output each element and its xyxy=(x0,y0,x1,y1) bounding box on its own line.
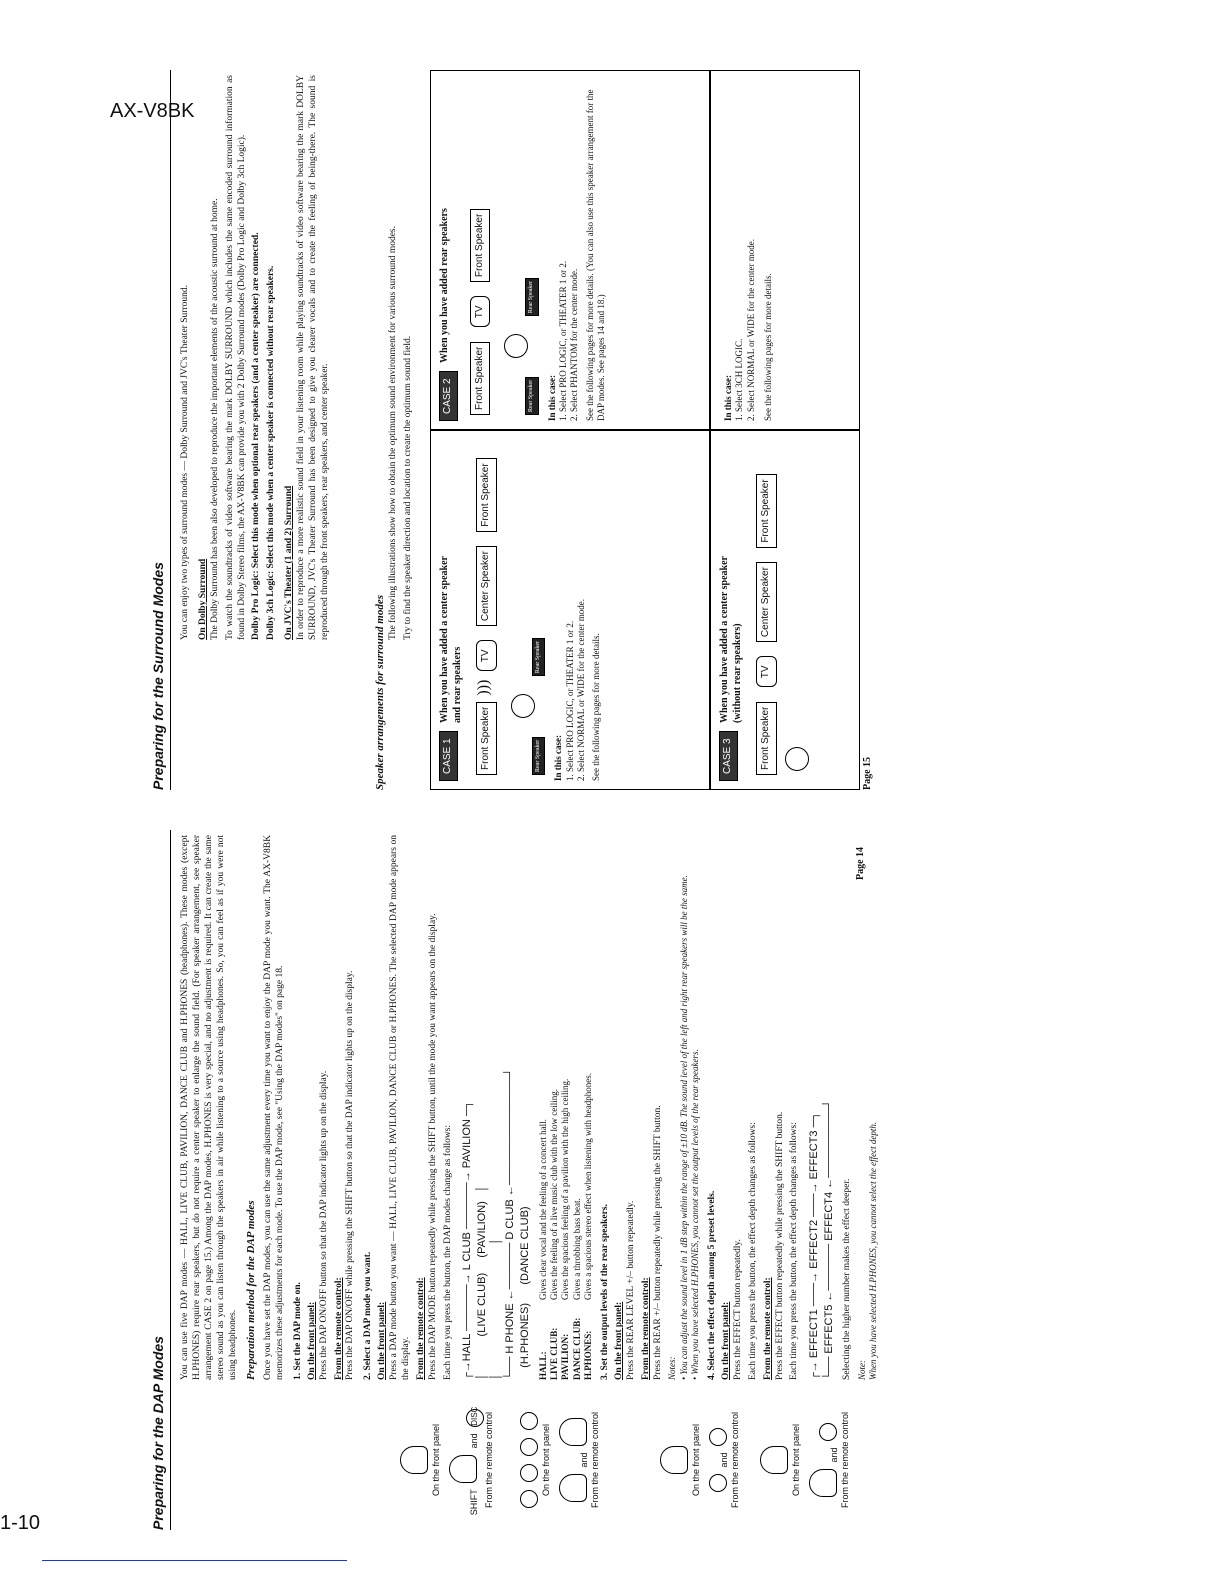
illus-remote-label: From the remote control xyxy=(589,1411,600,1509)
case-see: See the following pages for more details. (You can also use this speaker arrangement for the DAP modes. See pages 14 and 18.) xyxy=(584,89,606,421)
case-see: See the following pages for more details. xyxy=(591,633,602,781)
ch3-logic-text: Dolby 3ch Logic: Select this mode when a center speaker is connected without rear speakers. xyxy=(266,265,277,640)
page-number: 1-10 xyxy=(0,1512,41,1534)
hand-icon xyxy=(559,1474,587,1502)
hand-icon xyxy=(449,1455,477,1483)
illus-step3 xyxy=(660,1390,741,1530)
surround-intro: You can enjoy two types of surround modes — Dolby Surround and JVC's Theater Surround. xyxy=(180,285,190,640)
dap-text-column xyxy=(180,835,879,1380)
illus-step2 xyxy=(520,1390,601,1530)
case-tag: CASE 1 xyxy=(439,731,458,781)
rear-button-icon xyxy=(709,1428,727,1446)
illus-front-panel-label: On the front panel xyxy=(791,1423,802,1497)
front-speaker-icon: Front Speaker xyxy=(756,474,777,547)
step4-tail: Selecting the higher number makes the effect deeper. xyxy=(841,1178,852,1380)
step-2: 2. Select a DAP mode you want. xyxy=(363,1251,374,1380)
case-item: 2. Select PHANTOM for the center mode. xyxy=(569,268,580,421)
and-label: and xyxy=(468,1433,479,1449)
prep-text: Once you have set the DAP modes, you can use the same adjustment every time you want to enjoy the DAP mode you want. The AX-V8BK memorizes these adjustments for each mode. To use the DAP mode, see "Using the DAP modes" on page 18. xyxy=(263,835,285,1380)
case-see: See the following pages for more details. xyxy=(762,273,773,421)
case-item: 1. Select 3CH LOGIC. xyxy=(734,338,745,421)
center-speaker-icon: Center Speaker xyxy=(756,562,777,642)
illus-step4 xyxy=(760,1390,851,1530)
case-3-text-box xyxy=(710,70,860,430)
surround-text-column xyxy=(180,75,335,640)
and-label: and xyxy=(718,1452,729,1468)
illus-front-panel-label: On the front panel xyxy=(431,1423,442,1497)
dap-mode-flow: ┌→HALL ──────→ L CLUB ──────→ PAVILION ─┐ │ (LIVE CLUB) (PAVILION) │ │ │ └── H PHONE ←────── D CLUB ←──────────────┘ (H.PHONES) (DANCE CLUB) xyxy=(461,1068,531,1380)
mode-name: LIVE CLUB: xyxy=(549,1327,560,1380)
rear-speaker-icon: Rear Speaker xyxy=(525,278,539,316)
case-item: 2. Select NORMAL or WIDE for the center mode. xyxy=(745,239,756,421)
model-name: AX-V8BK xyxy=(110,100,195,122)
step4-remote-each: Each time you press the button, the effect depth changes as follows: xyxy=(789,1122,800,1380)
front-speaker-icon: Front Speaker xyxy=(470,209,491,282)
mode-name: HALL: xyxy=(537,1351,548,1380)
hand-icon xyxy=(760,1446,788,1474)
mode-desc: Gives the feeling of a live music club with the low ceiling. xyxy=(549,1089,560,1300)
step1-front-text: Press the DAP ON/OFF button so that the DAP indicator lights up on the display. xyxy=(318,1070,329,1380)
case-tag: CASE 2 xyxy=(439,371,458,421)
listener-icon xyxy=(511,694,535,718)
tv-icon: TV xyxy=(476,640,497,671)
hand-icon xyxy=(400,1446,428,1474)
step3-remote-text: Press the REAR +/– button repeatedly while pressing the SHIFT button. xyxy=(652,1105,663,1380)
disc-button-icon: DISC xyxy=(466,1409,484,1427)
effect-button-icon xyxy=(819,1423,837,1441)
case-heading: When you have added a center speaker (without rear speakers) xyxy=(719,556,743,724)
mode-desc: Gives a throbbing bass beat. xyxy=(571,1198,582,1300)
step1-front-label: On the front panel: xyxy=(306,1301,317,1380)
dap-title: Preparing for the DAP Modes xyxy=(150,1336,166,1530)
mode-button-icon xyxy=(520,1412,538,1430)
dolby-p1: The Dolby Surround has been also developed to reproduce the important elements of the acoustic surround at home. xyxy=(209,198,220,640)
step4-front-label: On the front panel: xyxy=(721,1301,732,1380)
step2-front-label: On the front panel: xyxy=(377,1301,388,1380)
step3-front-text: Press the REAR LEVEL +/– button repeatedly. xyxy=(625,1200,636,1380)
rear-speaker-icon: Rear Speaker xyxy=(525,377,539,415)
illus-front-panel-label: On the front panel xyxy=(541,1423,552,1497)
listener-icon xyxy=(504,334,528,358)
step2-remote-label: From the remote control: xyxy=(415,1277,426,1380)
footer-rule xyxy=(42,1560,347,1561)
arrangement-p1: The following illustrations show how to obtain the optimum sound environment for various surround modes. xyxy=(388,226,398,640)
mode-desc: Gives the spacious feeling of a pavilion with the high ceiling. xyxy=(560,1078,571,1300)
mode-desc: Gives a spacious stereo effect when listening with headphones. xyxy=(582,1072,593,1300)
case-item: 2. Select NORMAL or WIDE for the center mode. xyxy=(575,599,586,781)
step4-front-each: Each time you press the button, the effect depth changes as follows: xyxy=(747,1122,758,1380)
arrangement-text xyxy=(388,75,418,640)
case-2-box xyxy=(430,70,710,430)
listener-icon xyxy=(785,747,809,771)
arrangement-p2: Try to find the speaker direction and location to create the optimum sound field. xyxy=(402,335,413,640)
step2-each-text: Each time you press the button, the DAP modes change as follows: xyxy=(442,1124,453,1380)
mode-button-icon xyxy=(520,1464,538,1482)
note-1: • You can adjust the sound level in 1 dB step within the range of ±10 dB. The sound level of the left and right rear speakers will be the same. xyxy=(678,875,689,1380)
step1-remote-label: From the remote control: xyxy=(333,1277,344,1380)
case-tag: CASE 3 xyxy=(719,731,738,781)
hand-icon xyxy=(660,1446,688,1474)
mode-button-icon xyxy=(520,1490,538,1508)
illus-remote-label: From the remote control xyxy=(839,1411,850,1509)
rotated-sheet xyxy=(140,50,879,1550)
step3-front-label: On the front panel: xyxy=(613,1301,624,1380)
step1-remote-text: Press the DAP ON/OFF while pressing the SHIFT button so that the DAP indicator lights up on the display. xyxy=(345,970,356,1380)
mode-name: PAVILION: xyxy=(560,1333,571,1380)
surround-title-rule xyxy=(170,70,171,790)
shift-label: SHIFT xyxy=(468,1489,479,1516)
step4-remote-label: From the remote control: xyxy=(762,1277,773,1380)
case-3-box xyxy=(710,430,860,790)
case-item: 1. Select PRO LOGIC, or THEATER 1 or 2. xyxy=(558,260,569,421)
step-1: 1. Set the DAP mode on. xyxy=(292,1282,303,1380)
dap-intro: You can use five DAP modes — HALL, LIVE CLUB, PAVILION, DANCE CLUB and H.PHONES (headphones). These modes (except H.PHONES) require rear speakers, but do not require a center speaker to enlarge the sound field. (For speaker arrangement, see speaker arrangement CASE 2 on page 15.) Among the DAP modes, H.PHONES is very special, and no adjustment is required. It can create the same stereo sound as you can listen through the speakers in air while listening to a source using headphones. So, you can feel as if you were not using headphones. xyxy=(180,835,238,1380)
and-label: and xyxy=(578,1452,589,1468)
rear-speaker-icon: Rear Speaker xyxy=(532,638,546,676)
in-this-case: In this case: xyxy=(546,374,557,421)
mode-name: DANCE CLUB: xyxy=(571,1317,582,1380)
mode-name: H.PHONES: xyxy=(582,1330,593,1380)
step-4: 4. Select the effect depth among 5 preset levels. xyxy=(707,1190,718,1380)
dap-title-rule xyxy=(170,830,171,1530)
illus-remote-label: From the remote control xyxy=(483,1411,494,1509)
front-speaker-icon: Front Speaker xyxy=(476,458,497,531)
hand-icon xyxy=(559,1418,587,1446)
in-this-case: In this case: xyxy=(553,734,564,781)
tv-icon: TV xyxy=(470,296,491,327)
center-speaker-icon: Center Speaker xyxy=(476,546,497,626)
tv-icon: TV xyxy=(756,656,777,687)
step2-front-text: Press a DAP mode button you want — HALL, LIVE CLUB, PAVILION, DANCE CLUB or H.PHONES. The selected DAP mode appears on the display. xyxy=(389,835,411,1380)
dolby-p2: To watch the soundtracks of video software bearing the mark DOLBY SURROUND which includes the same encoded surround information as found in Dolby Stereo films, the AX-V8BK can provide you with 2 Dolby Surround modes (Dolby Pro Logic and Dolby 3ch Logic). xyxy=(224,75,247,640)
pro-logic-text: Dolby Pro Logic: Select this mode when optional rear speakers (and a center speaker) are connected. xyxy=(251,232,262,640)
step3-remote-label: From the remote control: xyxy=(640,1277,651,1380)
dolby-heading: On Dolby Surround xyxy=(197,558,208,640)
and-label: and xyxy=(828,1447,839,1463)
notes-label: Notes: xyxy=(667,1356,678,1380)
sound-waves-icon: ))) xyxy=(475,679,493,696)
surround-title: Preparing for the Surround Modes xyxy=(150,562,166,790)
dap-mode-list xyxy=(538,835,594,1380)
jvc-text: In order to reproduce a more realistic sound field in your listening room while playing soundtracks of video software bearing the mark DOLBY SURROUND, JVC's Theater Surround has been designed to give you clearer vocals and to create the feeling of being-there. The sound is reproduced through the front speakers, rear speakers, and center speaker. xyxy=(296,75,330,640)
illus-step1 xyxy=(400,1390,495,1530)
step4-remote-text: Press the EFFECT button repeatedly while pressing the SHIFT button. xyxy=(774,1111,785,1380)
case-item: 1. Select PRO LOGIC, or THEATER 1 or 2. xyxy=(564,620,575,781)
illus-remote-label: From the remote control xyxy=(729,1411,740,1509)
mode-button-icon xyxy=(520,1438,538,1456)
case-heading: When you have added rear speakers xyxy=(439,208,450,364)
page-15-label: Page 15 xyxy=(862,756,873,790)
case-1-box xyxy=(430,430,710,790)
note-2: • When you have selected H.PHONES, you cannot set the output levels of the rear speakers. xyxy=(689,1049,700,1380)
in-this-case: In this case: xyxy=(723,374,733,421)
rear-button-icon xyxy=(709,1474,727,1492)
rear-speaker-icon: Rear Speaker xyxy=(532,737,546,775)
step-3: 3. Set the output levels of the rear speakers. xyxy=(600,1204,611,1380)
prep-title: Preparation method for the DAP modes xyxy=(245,1200,258,1380)
page-14-label: Page 14 xyxy=(855,846,866,880)
mode-desc: Gives clear vocal and the feeling of a concert hall. xyxy=(537,1119,548,1300)
arrangement-title: Speaker arrangements for surround modes xyxy=(374,595,386,790)
illus-front-panel-label: On the front panel xyxy=(691,1423,702,1497)
note-3: When you have selected H.PHONES, you cannot select the effect depth. xyxy=(868,1121,879,1380)
front-speaker-icon: Front Speaker xyxy=(476,702,497,775)
note-label: Note: xyxy=(856,1360,867,1380)
step2-remote-text: Press the DAP MODE button repeatedly while pressing the SHIFT button, until the mode you want appears on the display. xyxy=(427,913,438,1380)
step4-front-text: Press the EFFECT button repeatedly. xyxy=(732,1239,743,1380)
front-speaker-icon: Front Speaker xyxy=(756,702,777,775)
hand-icon xyxy=(809,1469,837,1497)
front-speaker-icon: Front Speaker xyxy=(470,342,491,415)
effect-flow: ┌→ EFFECT1 ───→ EFFECT2 ───→ EFFECT3 ─┐ └── EFFECT5 ←────── EFFECT4 ←─────────┘ xyxy=(808,1099,835,1380)
case-heading: When you have added a center speaker and rear speakers xyxy=(439,556,463,724)
jvc-heading: On JVC's Theater (1 and 2) Surround xyxy=(284,485,295,640)
